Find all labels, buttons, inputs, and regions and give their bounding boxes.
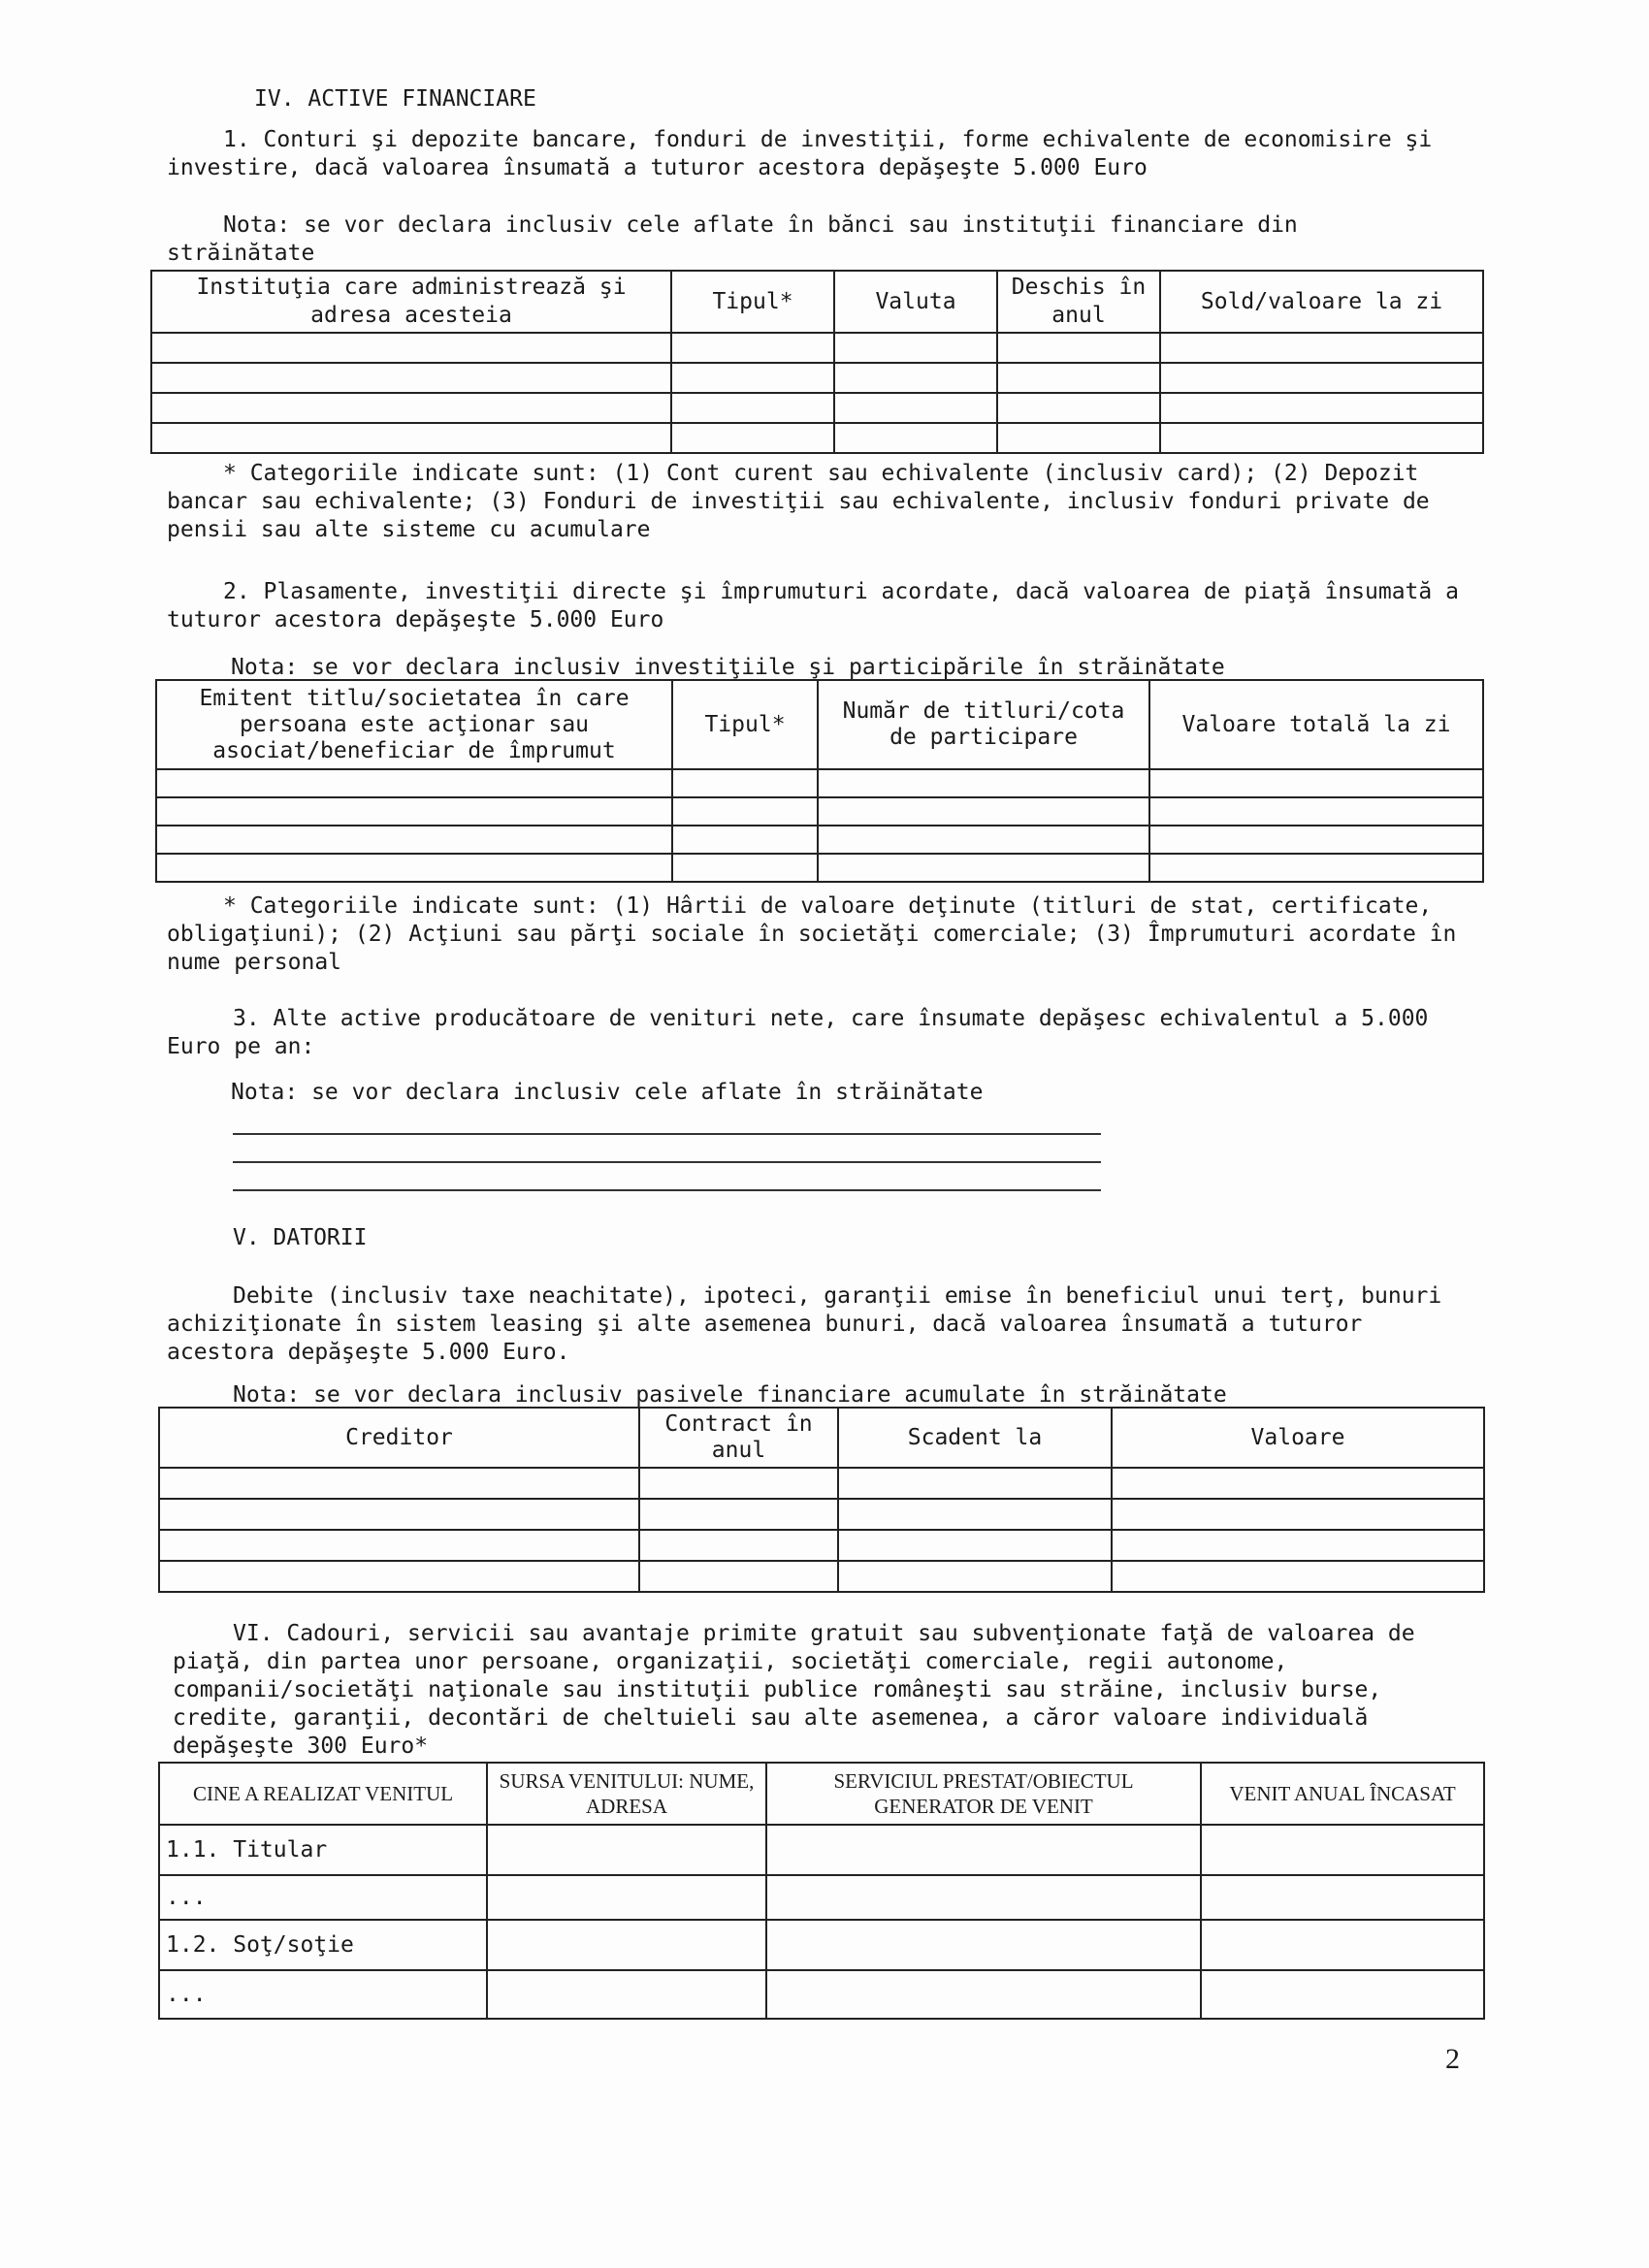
table-row (159, 1825, 1484, 1875)
table-row (156, 797, 1483, 826)
item2-footnote: * Categoriile indicate sunt: (1) Hârtii de valoare deţinute (titluri de stat, certificate, obligaţiuni); (2) Acţiuni sau părţi sociale în societăţi comerciale; (3) Împrumuturi acordate în nume personal (167, 893, 1457, 975)
blank-line (233, 1133, 1101, 1135)
header-opened-year: Deschis în anul (997, 271, 1160, 333)
debts-note: Nota: se vor declara inclusiv pasivele financiare acumulate în străinătate (233, 1382, 1227, 1408)
header-contract-year: Contract în anul (639, 1408, 838, 1468)
item1-note: Nota: se vor declara inclusiv cele aflate în bănci sau instituţii financiare din străinătate (167, 212, 1298, 266)
blank-line (233, 1189, 1101, 1191)
table-row (159, 1970, 1484, 2019)
header-creditor: Creditor (159, 1408, 639, 1468)
table-row (159, 1875, 1484, 1920)
section-iv-title: IV. ACTIVE FINANCIARE (254, 86, 536, 112)
table-row (151, 423, 1483, 453)
item1-footnote: * Categoriile indicate sunt: (1) Cont curent sau echivalente (inclusiv card); (2) Depozit bancar sau echivalente; (3) Fonduri de investiţii sau echivalente, inclusiv fonduri private de pensii sau alte sisteme cu acumulare (167, 461, 1430, 542)
table-row (156, 854, 1483, 882)
item1-text: 1. Conturi şi depozite bancare, fonduri de investiţii, forme echivalente de economisire şi investire, dacă valoarea însumată a tuturor acestora depăşeşte 5.000 Euro (167, 127, 1433, 180)
row-label: 1.1. Titular (159, 1825, 487, 1875)
header-service-provided: SERVICIUL PRESTAT/OBIECTUL GENERATOR DE VENIT (766, 1763, 1201, 1825)
header-currency: Valuta (834, 271, 997, 333)
header-who-earned: CINE A REALIZAT VENITUL (159, 1763, 487, 1825)
section-v-title: V. DATORII (233, 1225, 368, 1250)
table-row (151, 393, 1483, 423)
table-row (159, 1499, 1484, 1530)
header-due-date: Scadent la (838, 1408, 1112, 1468)
table-row (156, 769, 1483, 797)
debts-table (158, 1407, 1485, 1593)
item3-note: Nota: se vor declara inclusiv cele aflate în străinătate (231, 1080, 984, 1105)
item2-text: 2. Plasamente, investiţii directe şi împrumuturi acordate, dacă valoarea de piaţă însumată a tuturor acestora depăşeşte 5.000 Euro (167, 579, 1459, 632)
blank-line (233, 1161, 1101, 1163)
table-row (159, 1920, 1484, 1970)
table-row (151, 363, 1483, 393)
header-annual-income: VENIT ANUAL ÎNCASAT (1201, 1763, 1484, 1825)
investments-table (155, 679, 1484, 883)
row-label: ... (159, 1875, 487, 1920)
gifts-table (158, 1762, 1485, 2020)
row-label: 1.2. Soţ/soţie (159, 1920, 487, 1970)
header-balance: Sold/valoare la zi (1160, 271, 1483, 333)
debts-text: Debite (inclusiv taxe neachitate), ipoteci, garanţii emise în beneficiul unui terţ, bunuri achiziţionate în sistem leasing şi alte asemenea bunuri, dacă valoarea însumată a tuturor acestora depăşeşte 5.000 Euro. (167, 1283, 1442, 1365)
header-institution: Instituţia care administrează şi adresa acesteia (151, 271, 671, 333)
header-income-source: SURSA VENITULUI: NUME, ADRESA (487, 1763, 766, 1825)
table-row (159, 1530, 1484, 1561)
item3-text: 3. Alte active producătoare de venituri nete, care însumate depăşesc echivalentul a 5.000 Euro pe an: (167, 1006, 1429, 1059)
gifts-text: VI. Cadouri, servicii sau avantaje primite gratuit sau subvenţionate faţă de valoarea de piaţă, din partea unor persoane, organizaţii, societăţi comerciale, regii autonome, companii/societăţi naţionale sau instituţii publice româneşti sau străine, inclusiv burse, credite, garanţii, decontări de cheltuieli sau alte asemenea, a căror valoare individuală depăşeşte 300 Euro* (173, 1621, 1415, 1759)
row-label: ... (159, 1970, 487, 2019)
table-row (159, 1561, 1484, 1592)
header-type: Tipul* (671, 271, 834, 333)
table-row (156, 826, 1483, 854)
header-total-value: Valoare totală la zi (1149, 680, 1483, 769)
header-type: Tipul* (672, 680, 818, 769)
page-number: 2 (1445, 2043, 1460, 2075)
header-shares: Număr de titluri/cota de participare (818, 680, 1149, 769)
header-value: Valoare (1112, 1408, 1484, 1468)
item2-note: Nota: se vor declara inclusiv investiţiile şi participările în străinătate (231, 655, 1225, 680)
bank-accounts-table (150, 270, 1484, 454)
header-issuer: Emitent titlu/societatea în care persoana este acţionar sau asociat/beneficiar de împrumut (156, 680, 672, 769)
table-row (151, 333, 1483, 363)
table-row (159, 1468, 1484, 1499)
